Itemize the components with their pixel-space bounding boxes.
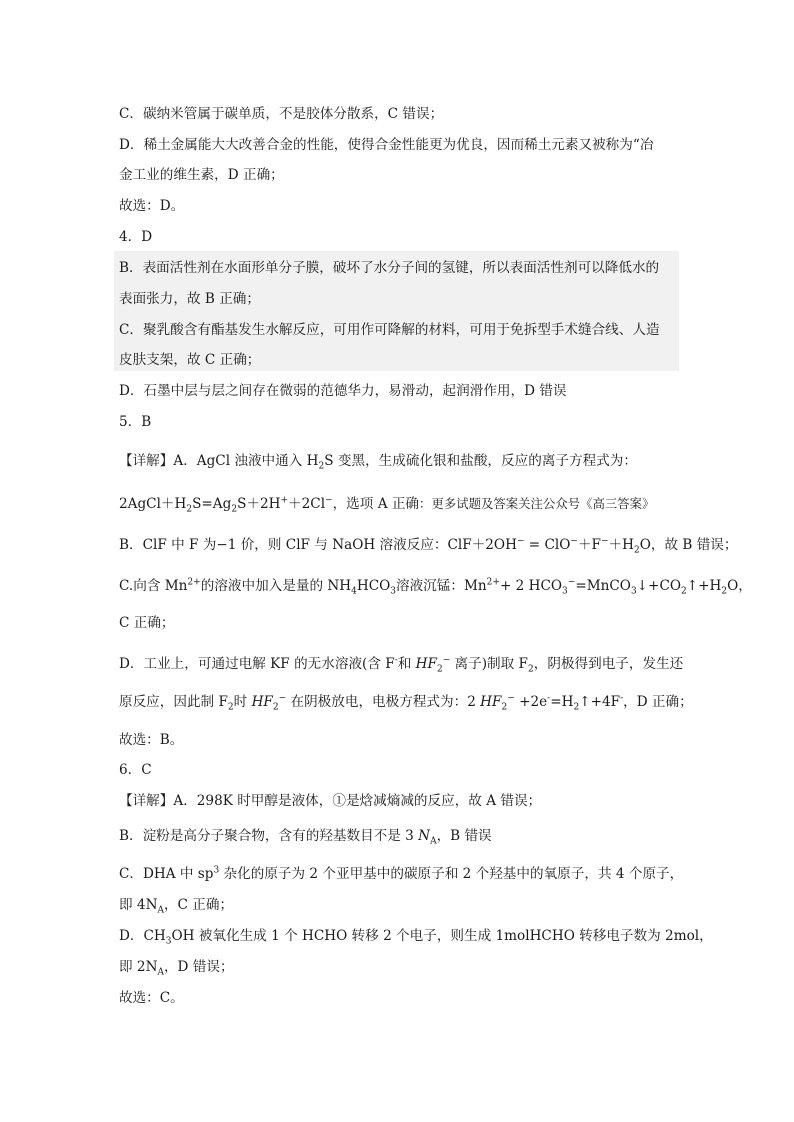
subscript: A [157,905,164,916]
text: 原反应，因此制 F [119,694,228,710]
text: 【详解】A．AgCl 浊液中通入 H [119,453,319,469]
subscript: 3 [630,586,637,597]
subscript: 2 [231,504,238,515]
text: 离子)制取 F [450,656,528,672]
formula: N [418,828,431,844]
text: ↑+H [686,578,722,594]
text-line [119,692,693,713]
eq: S＋2H [237,496,281,512]
text: ，D 错误； [163,959,234,975]
text-line: 金工业的维生素，D 正确； [119,167,284,183]
superscript: 3 [213,865,220,876]
subscript: 2 [634,545,640,556]
text: ，选项 A 正确 [332,496,420,512]
eq: S=Ag [192,496,232,512]
subscript: 4 [351,586,357,597]
text: D．CH [119,928,166,944]
text-line: 表面张力，故 B 正确； [119,291,260,307]
text: D．工业上，可通过电解 KF 的无水溶液(含 F [119,656,395,672]
superscript: − [516,536,525,547]
text: 溶液沉锰：Mn [396,578,487,594]
text: B．淀粉是高分子聚合物，含有的羟基数目不是 3 [119,828,419,844]
subscript: 2 [436,664,443,675]
text-line: D．石墨中层与层之间存在微弱的范德华力，易滑动，起润滑作用，D 错误 [119,383,567,399]
text: ，B 错误 [436,828,492,844]
eq: ＋2Cl [288,496,326,512]
text: OH 被氧化生成 1 个 HCHO 转移 2 个电子，则生成 1molHCHO 转移电子数为 2mol， [171,928,713,944]
text-line [119,957,682,977]
superscript: − [507,693,515,704]
equation-line [119,494,682,514]
text: 时 [233,694,252,710]
subscript: 2 [186,504,193,515]
text: 和 [397,656,416,672]
text: = ClO [524,537,571,553]
text-line: C．碳纳米管属于碳单质，不是胶体分散系，C 错误； [119,106,444,122]
text: B．ClF 中 F 为−1 价，则 ClF 与 NaOH 溶液反应：ClF＋2OH [119,537,517,553]
text: + 2 HCO [499,578,563,594]
text: 杂化的原子为 2 个亚甲基中的碳原子和 2 个羟基中的氧原子，共 4 个原子， [219,866,684,882]
text: +2e [514,694,548,710]
text: ＋F [577,537,601,553]
subscript: 2 [721,586,728,597]
formula: HF [415,656,437,672]
text: ↓+CO [636,578,681,594]
text-line: 【详解】A．298K 时甲醇是液体，①是焓减熵减的反应，故 A 错误； [119,793,542,809]
subscript: 2 [318,461,325,472]
question-number: 6．C [119,762,152,778]
text-line: C．聚乳酸含有酯基发生水解反应，可用作可降解的材料，可用于免拆型手术缝合线、人造 [119,322,660,338]
text-line [119,826,682,846]
watermark-text: ：更多试题及答案关注公众号《高三答案》 [419,496,655,511]
text: =H [550,694,574,710]
subscript: 3 [562,586,568,597]
subscript: A [430,836,437,847]
superscript: − [570,536,578,547]
superscript: - [394,655,398,666]
superscript: + [280,495,289,506]
text: ，D 正确； [623,694,693,710]
text: O， [727,578,752,594]
subscript: 3 [165,936,172,947]
text-line: 故选：B。 [119,732,184,748]
text: ↑+4F [579,694,621,710]
subscript: 2 [573,702,580,713]
text: 即 4N [119,897,158,913]
subscript: 2 [501,702,508,713]
text: 的溶液中加入是量的 NH [200,578,352,594]
text-line [119,451,682,471]
question-number: 4．D [119,229,153,245]
text-line: D．稀土金属能大大改善合金的性能，使得合金性能更为优良，因而稀土元素又被称为“冶 [119,137,654,153]
superscript: − [325,495,333,506]
question-number: 5．B [119,414,152,430]
subscript: 2 [272,702,279,713]
superscript: − [278,693,287,704]
text-line [119,864,682,884]
text-line: C 正确； [119,615,175,631]
subscript: 2 [681,586,687,597]
superscript: - [620,693,624,704]
subscript: A [157,967,164,978]
text-line: 皮肤支架，故 C 正确； [119,352,261,368]
formula: HF [251,694,273,710]
text: ，C 正确； [163,897,234,913]
text: S 变黑，生成硫化银和盐酸，反应的离子方程式为： [324,453,637,469]
text: HCO [356,578,391,594]
text: 在阴极放电，电极方程式为：2 [286,694,481,710]
text: 即 2N [119,959,158,975]
superscript: − [567,577,576,588]
superscript: 2+ [486,577,500,588]
subscript: 2 [227,702,234,713]
text-line [119,895,682,915]
text: O，故 B 错误； [639,537,738,553]
text: ＋H [608,537,634,553]
text: =MnCO [575,578,631,594]
superscript: − [601,536,609,547]
subscript: 2 [528,664,534,675]
text-line [119,535,738,556]
superscript: 2+ [187,577,201,588]
subscript: 3 [390,586,396,597]
superscript: - [547,693,551,704]
text-line [119,654,682,674]
text: C．DHA 中 sp [119,866,214,882]
eq: 2AgCl＋H [119,496,187,512]
text: ，阴极得到电子，发生还 [533,656,684,672]
text-line [119,926,713,947]
superscript: − [442,655,451,666]
formula: HF [480,694,502,710]
text-line: 故选：D。 [119,198,185,214]
text-line: B．表面活性剂在水面形单分子膜，破坏了水分子间的氢键，所以表面活性剂可以降低水的 [119,260,660,276]
text-line [119,576,752,597]
text: C.向含 Mn [119,578,188,594]
text-line: 故选：C。 [119,990,184,1006]
